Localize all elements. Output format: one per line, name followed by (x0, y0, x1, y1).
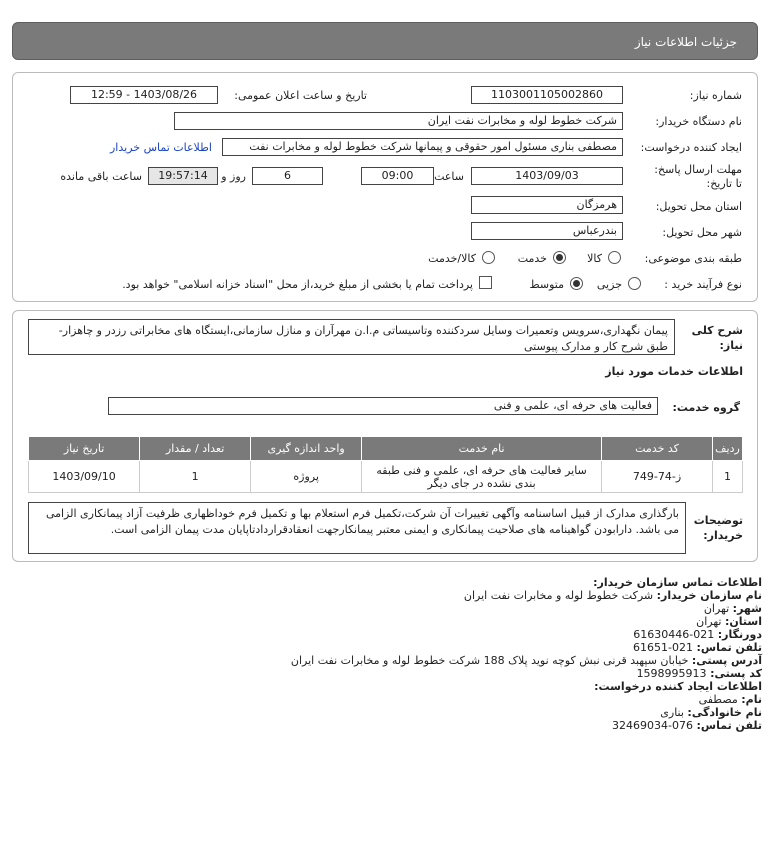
process-minor-radio[interactable] (628, 277, 641, 290)
creator-phone-label: تلفن تماس: (696, 719, 762, 732)
contact-org-line (464, 589, 762, 602)
announce-date-field: 1403/08/26 - 12:59 (70, 86, 218, 104)
contact-city: تهران (703, 602, 730, 615)
services-section-title: اطلاعات خدمات مورد نیاز (605, 365, 743, 378)
table-row (29, 461, 743, 493)
buyer-notes-label: توضیحات خریدار: (693, 514, 743, 542)
treasury-payment-label: پرداخت تمام یا بخشی از مبلغ خرید،از محل "اسناد خزانه اسلامی" خواهد بود. (122, 278, 473, 291)
contact-postal-line (637, 667, 762, 680)
contact-address-label: آدرس پستی: (691, 654, 762, 667)
category-service-label: خدمت (517, 252, 547, 265)
city-field: بندرعباس (471, 222, 623, 240)
contact-postal: 1598995913 (636, 667, 707, 680)
deadline-time-label: ساعت (434, 170, 464, 183)
need-number-field: 1103001105002860 (471, 86, 623, 104)
contact-province: تهران (696, 615, 722, 628)
col-qty: تعداد / مقدار (140, 437, 251, 461)
creator-name-label: نام: (741, 693, 762, 706)
summary-label: شرح کلی نیاز: (691, 324, 743, 352)
services-table (28, 436, 743, 493)
city-label: شهر محل تحویل: (662, 226, 742, 239)
creator-family-line (660, 706, 762, 719)
summary-text: پیمان نگهداری،سرویس وتعمیرات وسایل سردکننده وتاسیساتی م.ا.ن مهرآران و منازل سازمانی،ایستگاه های مخابراتی رزدر و چاهزار- طبق شرح کار و مدارک پیوستی (28, 319, 675, 355)
creator-label: ایجاد کننده درخواست: (640, 141, 742, 154)
col-name: نام خدمت (362, 437, 602, 461)
creator-phone-line (612, 719, 762, 732)
cell-row: 1 (713, 461, 743, 493)
process-type-label: نوع فرآیند خرید : (664, 278, 742, 291)
province-field: هرمزگان (471, 196, 623, 214)
category-goods-service-radio[interactable] (482, 251, 495, 264)
treasury-payment-checkbox[interactable] (479, 276, 492, 289)
contact-province-line (696, 615, 762, 628)
buyer-contact-link[interactable]: اطلاعات تماس خریدار (110, 141, 212, 154)
contact-section-title: اطلاعات تماس سازمان خریدار: (593, 576, 762, 589)
cell-code: ز-74-749 (602, 461, 713, 493)
service-group-field: فعالیت های حرفه ای، علمی و فنی (108, 397, 658, 415)
col-date: تاریخ نیاز (29, 437, 140, 461)
contact-address-line (291, 654, 762, 667)
contact-city-label: شهر: (732, 602, 762, 615)
days-label: روز و (221, 170, 246, 183)
province-label: استان محل تحویل: (655, 200, 742, 213)
process-medium-label: متوسط (529, 278, 564, 291)
buyer-org-field: شرکت خطوط لوله و مخابرات نفت ایران (174, 112, 623, 130)
process-medium-radio[interactable] (570, 277, 583, 290)
creator-family-label: نام خانوادگی: (687, 706, 762, 719)
contact-org: شرکت خطوط لوله و مخابرات نفت ایران (463, 589, 654, 602)
contact-city-line (704, 602, 762, 615)
page-header (12, 22, 758, 60)
process-minor-label: جزیی (596, 278, 622, 291)
contact-postal-label: کد پستی: (710, 667, 762, 680)
announce-date-label: تاریخ و ساعت اعلان عمومی: (234, 89, 367, 102)
need-number-label: شماره نیاز: (689, 89, 742, 102)
contact-fax-label: دورنگار: (717, 628, 762, 641)
cell-date: 1403/09/10 (29, 461, 140, 493)
category-label: طبقه بندی موضوعی: (644, 252, 742, 265)
contact-phone-line (633, 641, 762, 654)
category-service-radio[interactable] (553, 251, 566, 264)
cell-name: سایر فعالیت های حرفه ای، علمی و فنی طبقه بندی نشده در جای دیگر (362, 461, 602, 493)
cell-unit: پروژه (251, 461, 362, 493)
creator-family: بناری (660, 706, 684, 719)
need-details-panel (12, 72, 758, 302)
contact-address: خیابان سپهبد قرنی نبش کوچه نوید پلاک 188 شرکت خطوط لوله و مخابرات نفت ایران (290, 654, 689, 667)
creator-phone: 076-32469034 (612, 719, 694, 732)
creator-field: مصطفی بناری مسئول امور حقوقی و پیمانها شرکت خطوط لوله و مخابرات نفت (222, 138, 623, 156)
deadline-time-field: 09:00 (361, 167, 434, 185)
contact-fax: 021-61630446 (633, 628, 715, 641)
cell-qty: 1 (140, 461, 251, 493)
buyer-notes-text: بارگذاری مدارک از قبیل اساسنامه وآگهی تغییرات آن شرکت،تکمیل فرم استعلام بها و تکمیل فرم خوداظهاری ظرفیت آزاد پیمانکاری الزامی می باشد. دارابودن گواهینامه های صلاحیت پیمانکاری و ایمنی معتبر پیمانکارجهت انعقادقراردادتاپایان مدت پیمان الزامی است. (28, 502, 686, 554)
contact-province-label: استان: (725, 615, 762, 628)
contact-phone-label: تلفن تماس: (696, 641, 762, 654)
category-goods-label: کالا (587, 252, 602, 265)
contact-fax-line (633, 628, 762, 641)
col-row: ردیف (713, 437, 743, 461)
col-code: کد خدمت (602, 437, 713, 461)
creator-name: مصطفی (698, 693, 738, 706)
category-goods-radio[interactable] (608, 251, 621, 264)
deadline-date-field: 1403/09/03 (471, 167, 623, 185)
remaining-time-label: ساعت باقی مانده (60, 170, 142, 183)
services-table-header (29, 437, 743, 461)
contact-phone: 021-61651 (633, 641, 694, 654)
creator-section-title: اطلاعات ایجاد کننده درخواست: (594, 680, 762, 693)
contact-org-label: نام سازمان خریدار: (656, 589, 762, 602)
remaining-time-field: 19:57:14 (148, 167, 218, 185)
deadline-label: مهلت ارسال پاسخ: تا تاریخ: (654, 163, 742, 190)
creator-name-line (699, 693, 762, 706)
service-group-label: گروه خدمت: (672, 401, 740, 414)
buyer-org-label: نام دستگاه خریدار: (655, 115, 742, 128)
days-remaining-field: 6 (252, 167, 323, 185)
page-title: جزئیات اطلاعات نیاز (634, 35, 737, 49)
col-unit: واحد اندازه گیری (251, 437, 362, 461)
category-goods-service-label: کالا/خدمت (428, 252, 476, 265)
